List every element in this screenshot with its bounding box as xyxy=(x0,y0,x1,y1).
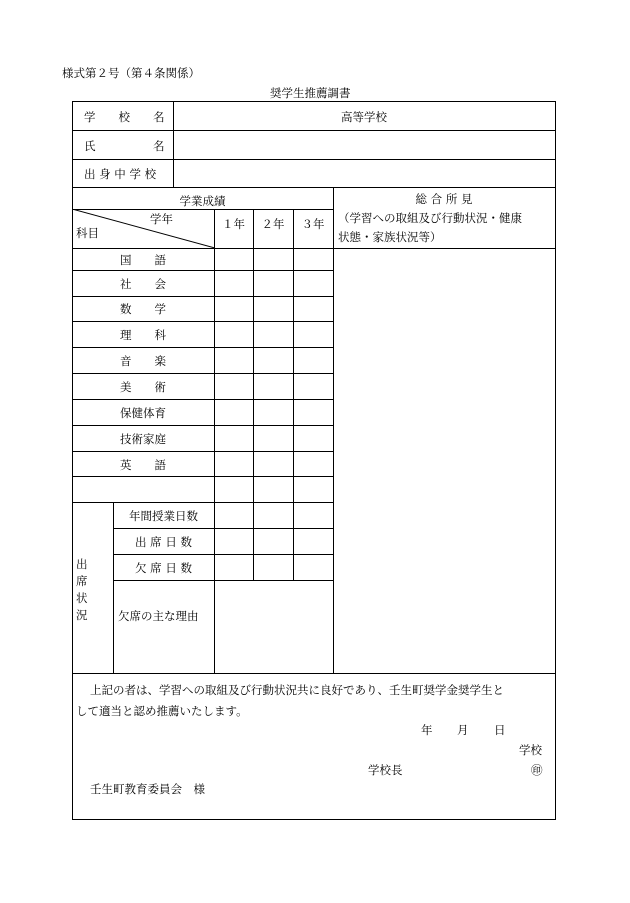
subject-music: 音 楽 xyxy=(120,354,166,368)
attended-days-label: 出 席 日 数 xyxy=(135,535,192,549)
subject-science: 理 科 xyxy=(120,328,166,342)
annual-class-days-label: 年間授業日数 xyxy=(129,509,198,523)
recommendation-line-1: 上記の者は、学習への取組及び行動状況共に良好であり、壬生町奨学金奨学生と xyxy=(90,683,504,697)
year-2-header: ２年 xyxy=(261,217,285,231)
side-char: 状 xyxy=(76,591,88,605)
date-month: 月 xyxy=(457,723,469,737)
subject-health-pe: 保健体育 xyxy=(120,406,166,420)
side-char: 況 xyxy=(76,608,88,622)
row-divider xyxy=(72,159,556,160)
form-number: 様式第２号（第４条関係） xyxy=(62,66,200,80)
subject-row-divider xyxy=(72,451,333,452)
subject-row-divider xyxy=(72,347,333,348)
grade-header: 学年 xyxy=(150,212,173,226)
subject-row-divider xyxy=(72,425,333,426)
subject-tech-home: 技術家庭 xyxy=(120,432,166,446)
col-divider xyxy=(214,209,215,673)
school-suffix: 学校 xyxy=(519,743,542,757)
subject-english: 英 語 xyxy=(120,458,166,472)
attendance-row-divider xyxy=(113,528,333,529)
principal-label: 学校長 xyxy=(368,763,403,777)
recommendation-line-2: して適当と認め推薦いたします。 xyxy=(76,704,248,718)
subject-art: 美 術 xyxy=(120,380,166,394)
school-name-value: 高等学校 xyxy=(341,110,387,124)
grades-section-label: 学業成績 xyxy=(179,194,226,208)
subject-row-divider xyxy=(72,399,333,400)
subject-row-divider xyxy=(72,502,333,503)
subject-social: 社 会 xyxy=(120,277,166,291)
opinion-title: 総 合 所 見 xyxy=(415,192,473,206)
date-day: 日 xyxy=(494,723,506,737)
subject-row-divider xyxy=(72,270,333,271)
side-char: 席 xyxy=(76,574,88,588)
seal-mark: ㊞ xyxy=(531,763,543,777)
absent-days-label: 欠 席 日 数 xyxy=(135,561,192,575)
student-name-label: 氏 名 xyxy=(84,139,165,153)
attendance-row-divider xyxy=(113,580,333,581)
row-divider xyxy=(72,130,556,131)
date-year: 年 xyxy=(421,723,433,737)
subject-row-divider xyxy=(72,296,333,297)
opinion-line-1: （学習への取組及び行動状況・健康 xyxy=(338,211,522,225)
row-divider xyxy=(72,187,556,188)
addressee: 壬生町教育委員会 様 xyxy=(90,782,205,796)
attendance-row-divider xyxy=(113,554,333,555)
recommendation-divider xyxy=(72,673,556,674)
subject-math: 数 学 xyxy=(120,302,166,316)
document-title: 奨学生推薦調書 xyxy=(270,86,351,100)
opinion-divider-lower xyxy=(333,248,334,673)
subject-row-divider xyxy=(72,321,333,322)
subject-row-divider xyxy=(72,476,333,477)
opinion-line-2: 状態・家族状況等） xyxy=(338,230,442,244)
subject-row-divider xyxy=(72,373,333,374)
origin-school-label: 出 身 中 学 校 xyxy=(84,167,157,181)
year-3-header: ３年 xyxy=(301,217,325,231)
attendance-side-label xyxy=(76,556,90,624)
side-char: 出 xyxy=(76,557,88,571)
col-divider xyxy=(293,209,294,580)
year-1-header: １年 xyxy=(222,217,245,231)
col-divider xyxy=(253,209,254,580)
subject-header: 科目 xyxy=(76,226,99,240)
school-name-label: 学 校 名 xyxy=(84,110,165,124)
absence-reason-label: 欠席の主な理由 xyxy=(118,609,199,623)
subject-japanese: 国 語 xyxy=(120,253,166,267)
